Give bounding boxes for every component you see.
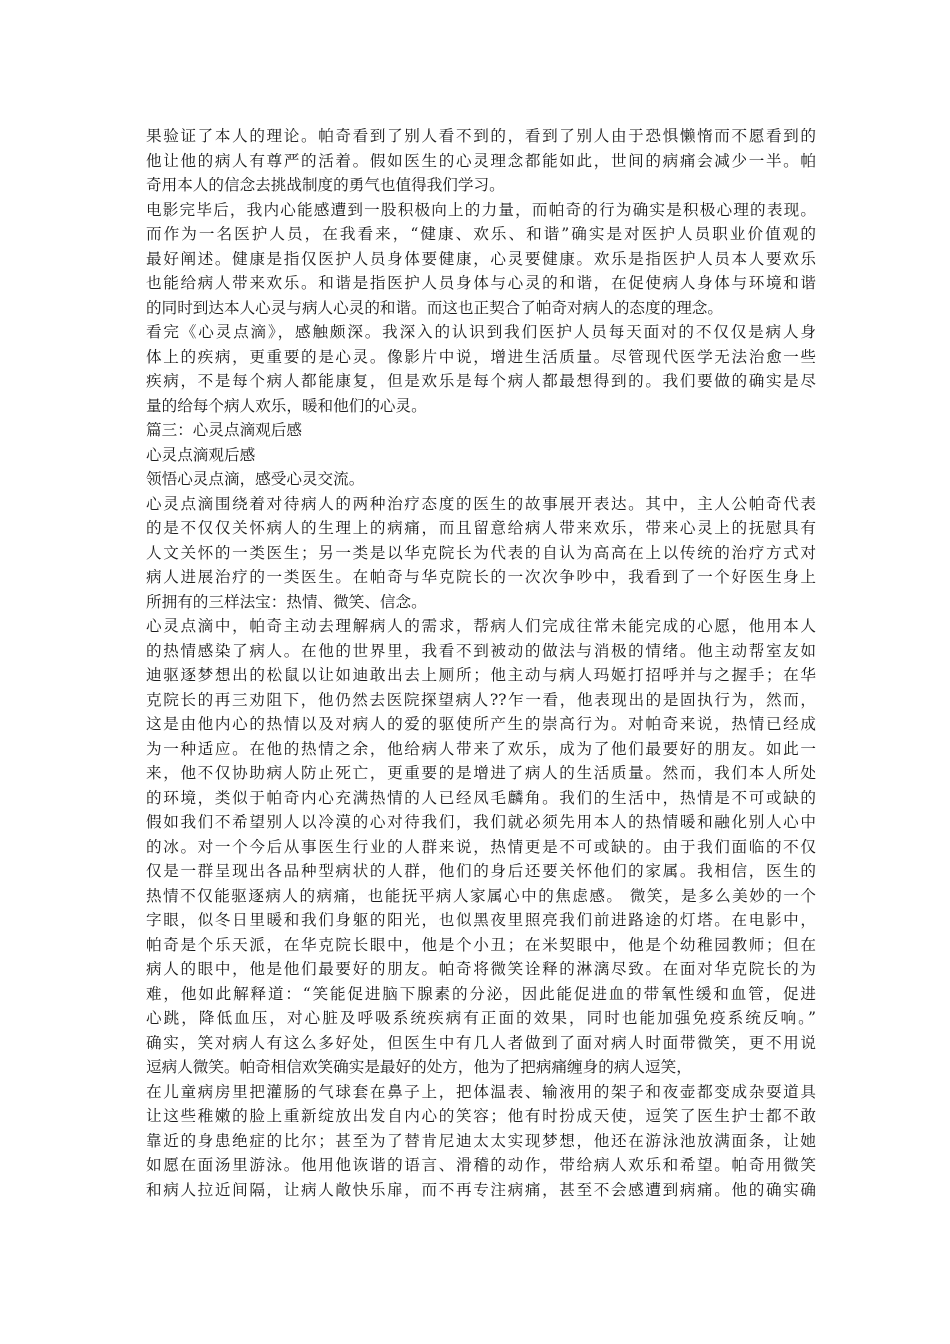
text-line: 而作为一名医护人员，在我看来，“健康、欢乐、和谐”确实是对医护人员职业价值观的: [146, 225, 816, 243]
text-line: 来，他不仅协助病人防止死亡，更重要的是增进了病人的生活质量。然而，我们本人所处: [146, 764, 816, 782]
text-line: 的冰。对一个今后从事医生行业的人群来说，热情更是不可或缺的。由于我们面临的不仅: [146, 837, 816, 856]
text-line: 也能给病人带来欢乐。和谐是指医护人员身体与心灵的和谐，在促使病人身体与环境和谐: [146, 274, 816, 292]
text-line: 最好阐述。健康是指仅医护人员身体要健康，心灵要健康。欢乐是指医护人员本人要欢乐: [146, 249, 816, 268]
text-line: 体上的疾病，更重要的是心灵。像影片中说，增进生活质量。尽管现代医学无法治愈一些: [146, 347, 816, 366]
text-line: 奇用本人的信念去挑战制度的勇气也值得我们学习。: [146, 176, 505, 194]
text-line: 病人进展治疗的一类医生。在帕奇与华克院长的一次次争吵中，我看到了一个好医生身上: [146, 568, 816, 586]
text-line: 的是不仅仅关怀病人的生理上的病痛，而且留意给病人带来欢乐，带来心灵上的抚慰具有: [146, 519, 816, 537]
body-text: [146, 124, 816, 1202]
text-line: 心灵点滴中，帕奇主动去理解病人的需求，帮病人们完成往常未能完成的心愿，他用本人: [146, 617, 816, 635]
text-line: 这是由他内心的热情以及对病人的爱的驱使所产生的崇高行为。对帕奇来说，热情已经成: [146, 715, 816, 733]
text-line: 的热情感染了病人。在他的世界里，我看不到被动的做法与消极的情绪。他主动帮室友如: [146, 641, 816, 660]
text-line: 热情不仅能驱逐病人的病痛，也能抚平病人家属心中的焦虑感。 微笑，是多么美妙的一个: [146, 886, 816, 905]
text-line: 电影完毕后，我内心能感遭到一股积极向上的力量，而帕奇的行为确实是积极心理的表现。: [146, 200, 816, 219]
text-line: 确实，笑对病人有这么多好处，但医生中有几人者做到了面对病人时面带微笑，更不用说: [146, 1033, 816, 1052]
text-line: 让这些稚嫩的脸上重新绽放出发自内心的笑容；他有时扮成天使，逗笑了医生护士都不敢: [146, 1107, 816, 1125]
text-line: 迪驱逐梦想出的松鼠以让如迪敢出去上厕所；他主动与病人玛姬打招呼并与之握手；在华: [146, 666, 816, 684]
text-line: 的环境，类似于帕奇内心充满热情的人已经凤毛麟角。我们的生活中，热情是不可或缺的: [146, 788, 816, 807]
text-line: 仅是一群呈现出各品种型病状的人群，他们的身后还要关怀他们的家属。我相信，医生的: [146, 862, 816, 880]
text-line: 人文关怀的一类医生；另一类是以华克院长为代表的自认为高高在上以传统的治疗方式对: [146, 543, 816, 562]
text-line: 心灵点滴观后感: [146, 445, 256, 464]
text-line: 在儿童病房里把灌肠的气球套在鼻子上，把体温表、输液用的架子和夜壶都变成杂耍道具: [146, 1082, 816, 1101]
text-line: 帕奇是个乐天派，在华克院长眼中，他是个小丑；在米契眼中，他是个幼稚园教师；但在: [146, 935, 816, 954]
text-line: 病人的眼中，他是他们最要好的朋友。帕奇将微笑诠释的淋漓尽致。在面对华克院长的为: [146, 960, 816, 978]
text-line: 克院长的再三劝阻下，他仍然去医院探望病人??乍一看，他表现出的是固执行为，然而，: [146, 690, 816, 709]
text-line: 心跳，降低血压，对心脏及呼吸系统疾病有正面的效果，同时也能加强免疫系统反响。”: [146, 1009, 816, 1027]
text-line: 疾病，不是每个病人都能康复，但是欢乐是每个病人都最想得到的。我们要做的确实是尽: [146, 372, 816, 390]
text-line: 看完《心灵点滴》，感触颇深。我深入的认识到我们医护人员每天面对的不仅仅是病人身: [146, 323, 816, 341]
text-line: 所拥有的三样法宝：热情、微笑、信念。: [146, 592, 427, 611]
text-line: 难，他如此解释道：“笑能促进脑下腺素的分泌，因此能促进血的带氧性缓和血管，促进: [146, 984, 816, 1003]
text-line: 字眼，似冬日里暖和我们身躯的阳光，也似黑夜里照亮我们前进路途的灯塔。在电影中，: [146, 911, 816, 929]
text-line: 果验证了本人的理论。帕奇看到了别人看不到的，看到了别人由于恐惧懒惰而不愿看到的: [146, 127, 816, 145]
text-line: 他让他的病人有尊严的活着。假如医生的心灵理念都能如此，世间的病痛会减少一半。帕: [146, 151, 816, 170]
text-line: 靠近的身患绝症的比尔；甚至为了替肯尼迪太太实现梦想，他还在游泳池放满面条，让她: [146, 1131, 816, 1150]
text-line: 的同时到达本人心灵与病人心灵的和谐。而这也正契合了帕奇对病人的态度的理念。: [146, 298, 723, 317]
text-line: 为一种适应。在他的热情之余，他给病人带来了欢乐，成为了他们最要好的朋友。如此一: [146, 739, 816, 758]
text-line: 心灵点滴围绕着对待病人的两种治疗态度的医生的故事展开表达。其中，主人公帕奇代表: [146, 494, 816, 513]
text-line: 逗病人微笑。帕奇相信欢笑确实是最好的处方，他为了把病痛缠身的病人逗笑，: [146, 1058, 692, 1076]
text-line: 和病人拉近间隔，让病人敞快乐扉，而不再专注病痛，甚至不会感遭到病痛。他的确实确: [146, 1180, 816, 1199]
text-line: 领悟心灵点滴，感受心灵交流。: [146, 470, 365, 488]
text-line: 量的给每个病人欢乐，暖和他们的心灵。: [146, 396, 427, 415]
text-line: 如愿在面汤里游泳。他用他诙谐的语言、滑稽的动作，带给病人欢乐和希望。帕奇用微笑: [146, 1156, 816, 1174]
text-line: 假如我们不希望别人以冷漠的心对待我们，我们就必须先用本人的热情暖和融化别人心中: [146, 813, 816, 831]
text-line: 篇三：心灵点滴观后感: [146, 421, 302, 439]
